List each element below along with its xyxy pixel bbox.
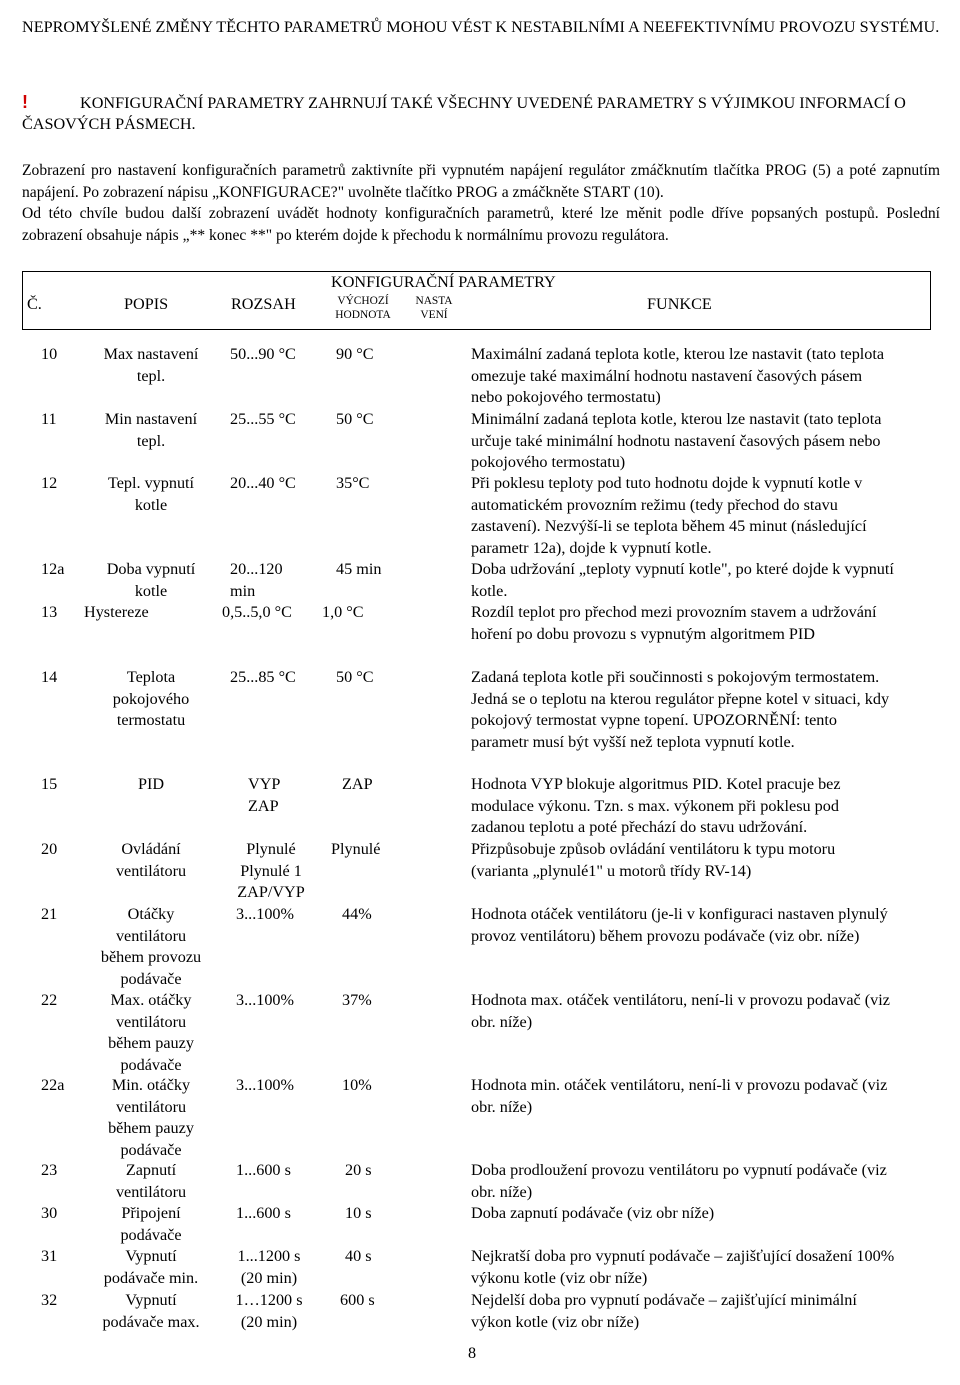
row-function: Doba zapnutí podávače (viz obr níže): [471, 1204, 715, 1222]
row-description: Připojení podávače: [120, 1204, 182, 1244]
row-range: 1...600 s: [236, 1161, 291, 1179]
row-range: VYP ZAP: [248, 775, 280, 815]
row-range: 50...90 °C: [230, 345, 296, 363]
row-number: 22a: [41, 1076, 65, 1094]
row-function: Hodnota min. otáček ventilátoru, není-li v provozu podavač (viz obr. níže): [471, 1076, 888, 1116]
row-default: 50 °C: [336, 410, 374, 428]
row-number: 23: [41, 1161, 58, 1179]
warning-text: NEPROMYŠLENÉ ZMĚNY TĚCHTO PARAMETRŮ MOHOU VÉST K NESTABILNÍMI A NEEFEKTIVNÍMU PROVOZU SYSTÉMU.: [22, 18, 940, 36]
row-description: Ovládání ventilátoru: [115, 840, 187, 880]
row-default: 40 s: [345, 1247, 372, 1265]
intro-paragraph-2: Od této chvíle budou další zobrazení uvádět hodnoty konfiguračních parametrů, které lze měnit podle dříve popsaných postupů. Poslední zobrazení obsahuje nápis „** konec **" po kterém dojde k přechodu k normálnímu provozu regulátora.: [22, 205, 940, 244]
row-description: Max. otáčky ventilátoru během pauzy podávače: [108, 991, 194, 1074]
row-description: Min. otáčky ventilátoru během pauzy podávače: [108, 1076, 194, 1159]
table-header: [22, 271, 931, 330]
row-function: Nejdelší doba pro vypnutí podávače – zajišťující minimální výkon kotle (viz obr níže): [471, 1291, 857, 1331]
row-description: Doba vypnutí kotle: [106, 560, 196, 600]
row-range: 3...100%: [236, 1076, 294, 1094]
row-range: 1…1200 s (20 min): [235, 1291, 303, 1331]
row-function: Doba udržování „teploty vypnutí kotle", po které dojde k vypnutí kotle.: [471, 560, 894, 600]
row-description: Zapnutí ventilátoru: [115, 1161, 187, 1201]
row-range: 3...100%: [236, 991, 294, 1009]
row-description: PID: [137, 775, 165, 793]
header-setting: [411, 294, 457, 322]
row-number: 15: [41, 775, 58, 793]
notice-text: KONFIGURAČNÍ PARAMETRY ZAHRNUJÍ TAKÉ VŠECHNY UVEDENÉ PARAMETRY S VÝJIMKOU INFORMACÍ O ČASOVÝCH PÁSMECH.: [22, 94, 906, 133]
row-description: Teplota pokojového termostatu: [112, 668, 190, 729]
row-function: Hodnota otáček ventilátoru (je-li v konfiguraci nastaven plynulý provoz ventilátoru) během provozu podávače (viz obr. níže): [471, 905, 888, 945]
row-number: 30: [41, 1204, 58, 1222]
row-function: Nejkratší doba pro vypnutí podávače – zajišťující dosažení 100% výkonu kotle (viz obr níže): [471, 1247, 895, 1287]
row-default: 20 s: [345, 1161, 372, 1179]
row-range: Plynulé Plynulé 1 ZAP/VYP: [237, 840, 305, 901]
row-range: 25...85 °C: [230, 668, 296, 686]
row-default: 44%: [342, 905, 372, 923]
row-range: 25...55 °C: [230, 410, 296, 428]
row-default: 1,0 °C: [322, 603, 364, 621]
row-number: 10: [41, 345, 58, 363]
notice-block: [22, 92, 947, 135]
page-number: 8: [468, 1344, 477, 1362]
row-range: 1...600 s: [236, 1204, 291, 1222]
row-function: Přizpůsobuje způsob ovládání ventilátoru k typu motoru (varianta „plynulé1" u motorů třídy RV-14): [471, 840, 836, 880]
row-description: Vypnutí podávače min.: [103, 1247, 199, 1287]
row-range: 3...100%: [236, 905, 294, 923]
row-number: 14: [41, 668, 58, 686]
intro-paragraph-1: Zobrazení pro nastavení konfiguračních parametrů zaktivníte při vypnutém napájení regulátor zmáčknutím tlačítka PROG (5) a poté zapnutím napájení. Po zobrazení nápisu „KONFIGURACE?" uvolněte tlačítko PROG a zmáčkněte START (10).: [22, 162, 940, 201]
row-default: 10 s: [345, 1204, 372, 1222]
header-range: ROZSAH: [231, 295, 296, 313]
row-function: Rozdíl teplot pro přechod mezi provozním stavem a udržování hoření po dobu provozu s vypnutým algoritmem PID: [471, 603, 877, 643]
intro-text: [22, 160, 940, 246]
row-default: 50 °C: [336, 668, 374, 686]
row-default: 35°C: [336, 474, 370, 492]
row-description: Max nastavení tepl.: [103, 345, 199, 385]
row-number: 20: [41, 840, 58, 858]
header-default: [328, 294, 398, 322]
row-number: 21: [41, 905, 58, 923]
row-range: 20...40 °C: [230, 474, 296, 492]
row-description: Min nastavení tepl.: [104, 410, 198, 450]
header-default-line2: HODNOTA: [335, 309, 391, 321]
row-number: 12: [41, 474, 58, 492]
row-description: Vypnutí podávače max.: [102, 1291, 200, 1331]
row-function: Hodnota VYP blokuje algoritmus PID. Kotel pracuje bez modulace výkonu. Tzn. s max. výkonem při poklesu pod zadanou teplotu a poté přechází do stavu udržování.: [471, 775, 841, 836]
row-function: Maximální zadaná teplota kotle, kterou lze nastavit (tato teplota omezuje také maximální hodnotu nastavení časových pásem nebo pokojového termostatu): [471, 345, 885, 406]
row-range: 1...1200 s (20 min): [237, 1247, 301, 1287]
row-number: 13: [41, 603, 58, 621]
row-description: Hystereze: [84, 603, 149, 621]
row-default: 600 s: [340, 1291, 375, 1309]
row-default: 37%: [342, 991, 372, 1009]
row-range: 20...120 min: [230, 560, 283, 600]
row-number: 31: [41, 1247, 58, 1265]
header-setting-line1: NASTA: [415, 295, 453, 307]
row-number: 11: [41, 410, 57, 428]
table-title: KONFIGURAČNÍ PARAMETRY: [331, 273, 556, 291]
row-number: 12a: [41, 560, 65, 578]
header-setting-line2: VENÍ: [420, 309, 448, 321]
row-function: Zadaná teplota kotle při součinnosti s pokojovým termostatem. Jedná se o teplotu na kterou regulátor přepne kotel v situaci, kdy pokojový termostat vypne topení. UPOZORNĚNÍ: tento parametr musí být vyšší než teplota vypnutí kotle.: [471, 668, 890, 751]
header-function: FUNKCE: [647, 295, 712, 313]
row-range: 0,5..5,0 °C: [222, 603, 292, 621]
row-function: Hodnota max. otáček ventilátoru, není-li v provozu podavač (viz obr. níže): [471, 991, 890, 1031]
row-description: Otáčky ventilátoru během provozu podávače: [100, 905, 202, 988]
row-default: ZAP: [342, 775, 373, 793]
row-function: Doba prodloužení provozu ventilátoru po vypnutí podávače (viz obr. níže): [471, 1161, 887, 1201]
header-default-line1: VÝCHOZÍ: [337, 295, 389, 307]
row-function: Minimální zadaná teplota kotle, kterou lze nastavit (tato teplota určuje také minimální hodnotu nastavení časových pásem nebo pokojového termostatu): [471, 410, 882, 471]
header-description: POPIS: [124, 295, 169, 313]
header-number: Č.: [27, 295, 42, 313]
row-number: 32: [41, 1291, 58, 1309]
row-default: 90 °C: [336, 345, 374, 363]
row-default: Plynulé: [331, 840, 381, 858]
row-number: 22: [41, 991, 58, 1009]
row-function: Při poklesu teploty pod tuto hodnotu dojde k vypnutí kotle v automatickém provozním režimu (tedy přechod do stavu zastavení). Nezvýší-li se teplota během 45 minut (následující parametr 12a), dojde k vypnutí kotle.: [471, 474, 867, 557]
exclamation-icon: !: [22, 92, 28, 112]
row-default: 45 min: [336, 560, 382, 578]
row-description: Tepl. vypnutí kotle: [107, 474, 195, 514]
row-default: 10%: [342, 1076, 372, 1094]
